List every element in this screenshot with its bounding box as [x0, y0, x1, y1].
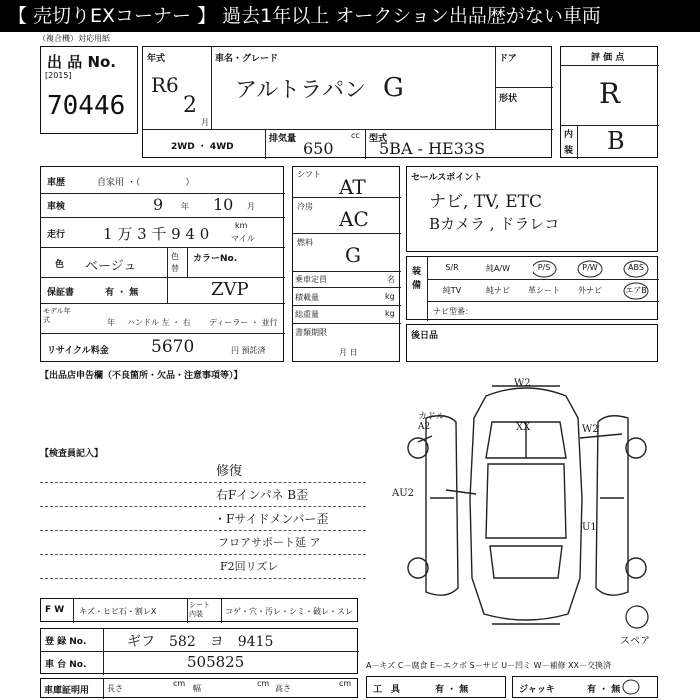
shift-label: シフト — [297, 170, 321, 179]
model-year-label: モデル年式 — [43, 307, 71, 324]
ac-value: AC — [339, 207, 369, 231]
inspector-label: 【検査員記入】 — [40, 449, 104, 459]
warranty-value: 有 ・ 無 — [105, 288, 139, 298]
docs-label: 書類期限 — [295, 328, 327, 337]
mark-4: W2 — [582, 424, 599, 435]
chassis-label: 車 台 No. — [45, 660, 87, 670]
remarks-label: 【出品店申告欄（不良箇所・欠品・注意事項等）】 — [40, 371, 243, 381]
copy-note: （複合機）対応用紙 — [38, 34, 110, 43]
year-stamp: [2015] — [45, 71, 72, 80]
model-code: 5BA - HE33S — [379, 139, 486, 158]
weight-label: 総重量 — [295, 310, 319, 319]
color-label: 色 — [55, 260, 65, 270]
warranty-label: 保証書 — [47, 288, 75, 298]
shift-value: AT — [339, 175, 366, 199]
cert-length-label: 長さ — [107, 684, 123, 693]
equipment-circle-marks — [533, 259, 653, 301]
inspector-note-2: 右Fインパネ B歪 — [216, 488, 309, 502]
cert-width-unit: cm — [257, 679, 270, 688]
history-block — [40, 166, 284, 362]
displacement-label: 排気量 — [269, 134, 297, 144]
displacement: 650 — [303, 139, 334, 158]
later-items-label: 後日品 — [411, 331, 439, 341]
shape-label: 形状 — [499, 94, 518, 104]
fw-items: キズ・ヒビ石・割レX — [79, 607, 157, 616]
cert-height-label: 高さ — [275, 684, 291, 693]
chassis-value: 505825 — [187, 653, 245, 671]
score-label: 評 価 点 — [591, 53, 625, 63]
vehicle-header-block — [142, 46, 552, 158]
damage-legend: A－キズ C－腐食 E－エクボ S－サビ U－凹ミ W－補修 XX－交換済 — [366, 661, 612, 670]
recycle-fee: 5670 — [151, 337, 195, 357]
navi-type-label: ナビ型番： — [433, 307, 473, 316]
reg-label: 登 録 No. — [45, 637, 87, 647]
fw-row — [40, 598, 358, 622]
car-label: 車名・グレード — [215, 54, 279, 64]
spare-tire-icon — [624, 604, 650, 630]
inspector-note-4: フロアサポート延 ア — [218, 536, 321, 549]
ac-label: 冷房 — [297, 202, 313, 211]
seat-items: コゲ・穴・汚レ・シミ・破レ・スレ — [225, 607, 353, 616]
seat-label: シート 内装 — [189, 601, 210, 618]
spec-block — [292, 166, 400, 362]
sales-points-label: セールスポイント — [411, 173, 483, 183]
equip-ext-navi: 外ナビ — [578, 286, 602, 295]
cc-unit: cc — [351, 131, 360, 140]
score-box — [560, 46, 658, 158]
mark-1: W2 — [514, 378, 531, 389]
equip-alloy: 純A/W — [485, 264, 511, 273]
interior-label-1: 内 — [564, 130, 574, 140]
reg-value: ギフ 582 ヨ 9415 — [127, 634, 274, 650]
jack-value: 有 ・ 無 — [587, 685, 621, 695]
color-no-label: カラーNo. — [193, 254, 238, 264]
fuel-value: G — [345, 243, 361, 267]
km-unit: km — [235, 221, 248, 230]
later-items-block — [406, 324, 658, 362]
color-number: ZVP — [211, 279, 249, 300]
inspection-label: 車検 — [47, 202, 66, 212]
inspector-note-1: 修復 — [216, 464, 243, 479]
equip-airbag: エアB — [625, 286, 647, 295]
score-value: R — [599, 77, 621, 110]
mark-3: XX — [516, 422, 531, 433]
tools-label: 工 具 — [373, 685, 401, 695]
drive-label: 2WD ・ 4WD — [171, 142, 234, 152]
jack-none-circle — [621, 678, 641, 696]
cert-length-unit: cm — [173, 679, 186, 688]
inspection-year: 9 — [153, 195, 164, 214]
nenshiki-label: 年式 — [147, 54, 166, 64]
load-label: 積載量 — [295, 293, 319, 302]
interior-label-2: 装 — [564, 146, 574, 156]
lot-box — [40, 46, 138, 134]
equip-abs: ABS — [628, 263, 644, 272]
equip-ps: P/S — [537, 263, 551, 272]
inspection-month-unit: 月 — [247, 202, 255, 211]
model-year: R6 — [151, 73, 179, 97]
month-unit: 月 — [201, 118, 209, 127]
equip-navi: 純ナビ — [486, 286, 510, 295]
model-year-unit: 年 — [107, 318, 115, 327]
inspection-month: 10 — [213, 195, 234, 214]
cert-width-label: 幅 — [193, 684, 201, 693]
jack-label: ジャッキ — [519, 685, 555, 695]
model-label: 型式 — [369, 134, 388, 144]
capacity-label: 乗車定員 — [295, 275, 327, 284]
cert-height-unit: cm — [339, 679, 352, 688]
equip-tv: 純TV — [442, 286, 462, 295]
model-month: 2 — [183, 93, 197, 118]
sales-points-block — [406, 166, 658, 252]
sales-line-1: ナビ, TV, ETC — [429, 192, 543, 212]
inspection-year-unit: 年 — [181, 202, 189, 211]
mileage-label: 走行 — [47, 230, 66, 240]
history-value: 自家用 ・（ ） — [97, 178, 195, 188]
inspector-note-5: F2回リズレ — [220, 560, 279, 573]
mark-6: U1 — [582, 522, 597, 533]
mileage: 1 万 3 千 9 4 0 — [103, 225, 210, 243]
car-grade: G — [383, 73, 404, 103]
interior-score: B — [607, 127, 625, 155]
color-value: ベージュ — [85, 259, 137, 274]
history-label: 車歴 — [47, 178, 66, 188]
door-label: ドア — [499, 54, 517, 64]
equipment-label: 装備 — [412, 267, 422, 291]
lot-label: 出 品 No. — [47, 53, 117, 71]
garage-cert-label: 車庫証明用 — [44, 686, 90, 696]
handle-label: ハンドル 左 ・ 右 — [127, 318, 191, 327]
fw-label: F W — [45, 605, 65, 615]
tools-value: 有 ・ 無 — [435, 685, 469, 695]
equip-leather: 革シート — [528, 286, 560, 295]
garage-cert-row — [40, 678, 358, 698]
lot-number: 70446 — [47, 91, 126, 121]
weight-unit: kg — [385, 309, 395, 318]
load-unit: kg — [385, 292, 395, 301]
jack-row — [512, 676, 658, 698]
sales-line-2: Bカメラ , ドラレコ — [429, 215, 560, 233]
equipment-block — [406, 256, 658, 320]
car-name: アルトラパン — [235, 78, 367, 103]
mark-5: AU2 — [392, 488, 415, 499]
color-change: 色替 — [171, 252, 179, 273]
mark-2: カドル A2 — [418, 412, 446, 432]
equip-sr: S/R — [445, 263, 459, 272]
equip-pw: P/W — [582, 263, 598, 272]
page-banner: 【 売切りEXコーナー 】 過去1年以上 オークション出品歴がない車両 — [0, 0, 700, 32]
mile-unit: マイル — [231, 234, 255, 243]
capacity-unit: 名 — [387, 275, 395, 284]
registration-block — [40, 628, 358, 674]
recycle-label: リサイクル料金 — [47, 346, 109, 356]
tools-row — [366, 676, 506, 698]
dealer-label: ディーラー ・ 並行 — [209, 318, 278, 327]
recycle-unit: 円 預託済 — [231, 346, 266, 355]
inspector-note-3: ・Fサイドメンバー歪 — [214, 512, 329, 526]
fuel-label: 燃料 — [297, 238, 313, 247]
spare-label: スペア — [620, 636, 650, 647]
docs-unit: 月 日 — [339, 348, 358, 357]
